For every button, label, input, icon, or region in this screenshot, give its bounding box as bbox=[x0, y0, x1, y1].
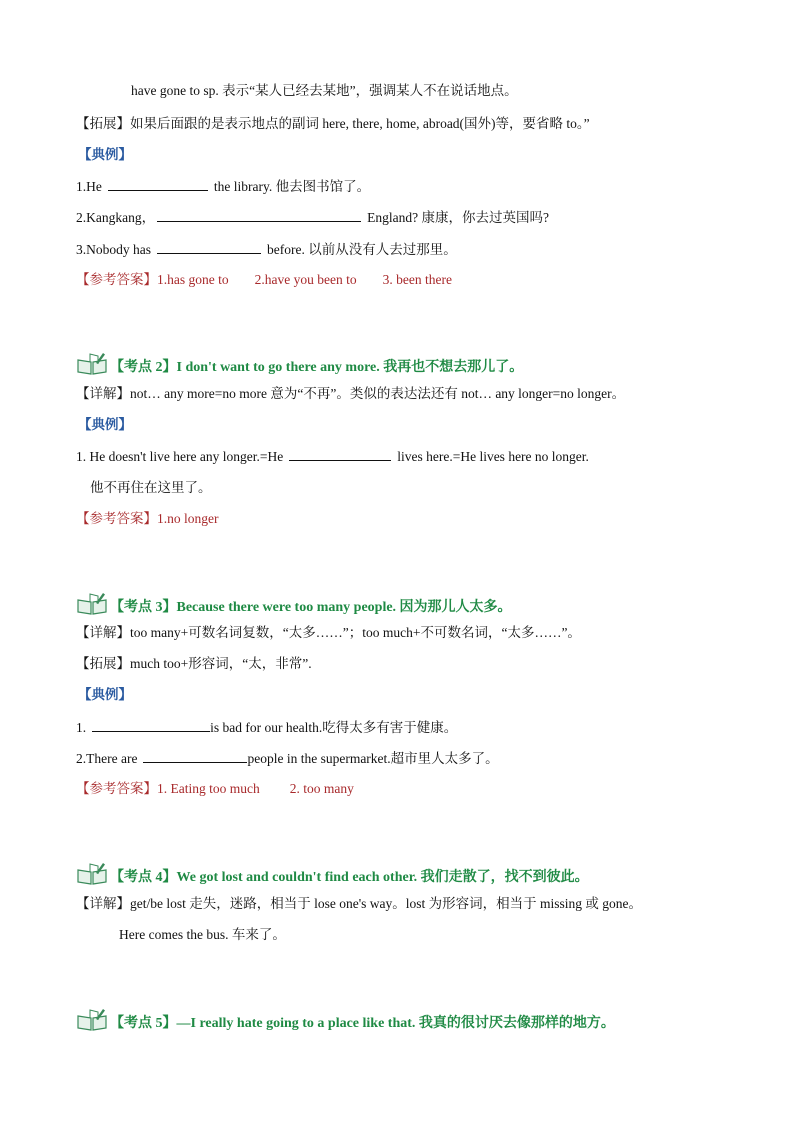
extra-example: Here comes the bus. 车来了。 bbox=[119, 927, 286, 942]
example-question-3 bbox=[76, 240, 457, 259]
key-point-5-heading bbox=[76, 1008, 615, 1034]
answer-blank[interactable] bbox=[289, 447, 391, 461]
question-text: 1.He bbox=[76, 179, 102, 194]
intro-line: have gone to sp. 表示“某人已经去某地”，强调某人不在说话地点。 bbox=[131, 83, 518, 98]
detail-line bbox=[76, 385, 625, 403]
detail-tag: 【详解】 bbox=[76, 386, 130, 401]
example-tag: 【典例】 bbox=[78, 417, 132, 432]
key-point-4-heading bbox=[76, 862, 589, 888]
answer-blank[interactable] bbox=[108, 177, 208, 191]
answer-tag: 【参考答案】 bbox=[76, 781, 157, 796]
translation: 他不再住在这里了。 bbox=[90, 480, 212, 495]
book-pencil-icon bbox=[76, 862, 108, 886]
answer-blank[interactable] bbox=[157, 208, 361, 222]
question-text: 1. He doesn't live here any longer.=He bbox=[76, 449, 284, 464]
question-text: 2.Kangkang， bbox=[76, 210, 156, 225]
question-text: England? 康康，你去过英国吗? bbox=[367, 210, 549, 225]
extension-text: 如果后面跟的是表示地点的副词 here, there, home, abroad(国外)等，要省略 to。” bbox=[130, 116, 590, 131]
book-pencil-icon bbox=[76, 1008, 108, 1032]
detail-tag: 【详解】 bbox=[76, 896, 130, 911]
answer-key bbox=[76, 780, 354, 798]
detail-text: too many+可数名词复数，“太多……”；too much+不可数名词，“太多……”。 bbox=[130, 625, 581, 640]
key-point-2-heading bbox=[76, 352, 523, 378]
extension-tag: 【拓展】 bbox=[76, 656, 130, 671]
extension-text: much too+形容词，“太，非常”. bbox=[130, 656, 312, 671]
heading-text: 【考点 5】—I really hate going to a place like that. 我真的很讨厌去像那样的地方。 bbox=[110, 1016, 615, 1031]
answer-item: 1.no longer bbox=[157, 511, 219, 526]
example-question-2 bbox=[76, 208, 549, 227]
detail-text: get/be lost 走失，迷路，相当于 lose one's way。lost 为形容词，相当于 missing 或 gone。 bbox=[130, 896, 643, 911]
answer-tag: 【参考答案】 bbox=[76, 272, 157, 287]
answer-blank[interactable] bbox=[92, 718, 210, 732]
example-question-2 bbox=[76, 749, 499, 768]
answer-key bbox=[76, 510, 219, 528]
extension-note bbox=[76, 655, 312, 673]
answer-item: 1. Eating too much bbox=[157, 781, 260, 796]
answer-item: 3. been there bbox=[382, 272, 452, 287]
question-text: before. 以前从没有人去过那里。 bbox=[267, 242, 457, 257]
heading-text: 【考点 4】We got lost and couldn't find each other. 我们走散了，找不到彼此。 bbox=[110, 870, 589, 885]
extension-note bbox=[76, 115, 590, 133]
question-text: is bad for our health.吃得太多有害于健康。 bbox=[210, 720, 458, 735]
answer-blank[interactable] bbox=[157, 240, 261, 254]
example-question-1 bbox=[76, 447, 589, 466]
answer-key bbox=[76, 271, 452, 289]
example-tag: 【典例】 bbox=[78, 687, 132, 702]
detail-line bbox=[76, 895, 642, 913]
book-pencil-icon bbox=[76, 352, 108, 376]
question-text: 1. bbox=[76, 720, 87, 735]
answer-item: 2.have you been to bbox=[254, 272, 357, 287]
book-pencil-icon bbox=[76, 592, 108, 616]
example-tag: 【典例】 bbox=[78, 147, 132, 162]
answer-tag: 【参考答案】 bbox=[76, 511, 157, 526]
detail-text: not… any more=no more 意为“不再”。类似的表达法还有 not… any longer=no longer。 bbox=[130, 386, 626, 401]
question-text: people in the supermarket.超市里人太多了。 bbox=[247, 751, 499, 766]
answer-item: 2. too many bbox=[289, 781, 354, 796]
question-text: the library. 他去图书馆了。 bbox=[213, 179, 371, 194]
detail-tag: 【详解】 bbox=[76, 625, 130, 640]
answer-item: 1.has gone to bbox=[157, 272, 229, 287]
question-text: 3.Nobody has bbox=[76, 242, 151, 257]
example-question-1 bbox=[76, 718, 457, 737]
heading-text: 【考点 3】Because there were too many people. 因为那儿人太多。 bbox=[110, 600, 512, 615]
question-text: lives here.=He lives here no longer. bbox=[397, 449, 589, 464]
detail-line bbox=[76, 624, 581, 642]
answer-blank[interactable] bbox=[143, 749, 247, 763]
example-question-1 bbox=[76, 177, 370, 196]
question-text: 2.There are bbox=[76, 751, 138, 766]
key-point-3-heading bbox=[76, 592, 512, 618]
extension-tag: 【拓展】 bbox=[76, 116, 130, 131]
heading-text: 【考点 2】I don't want to go there any more. 我再也不想去那儿了。 bbox=[110, 360, 524, 375]
